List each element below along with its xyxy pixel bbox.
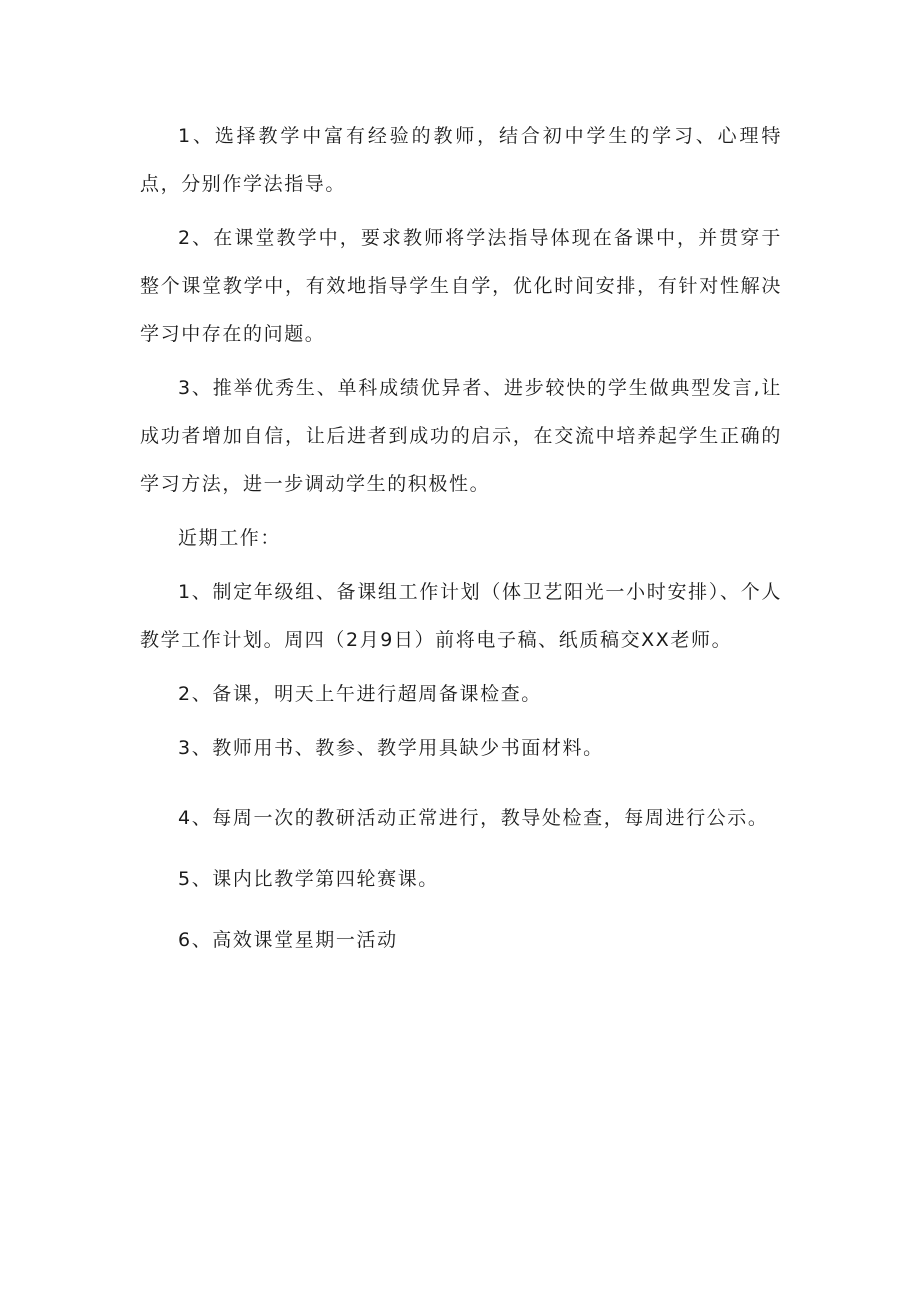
list-item-materials: 3、教师用书、教参、教学用具缺少书面材料。 [178, 737, 604, 759]
paragraph-model-speeches: 3、推举优秀生、单科成绩优异者、进步较快的学生做典型发言,让成功者增加自信，让后进者到成功的启示，在交流中培养起学生正确的学习方法，进一步调动学生的积极性。 [140, 377, 782, 495]
list-item-teaching-contest: 5、课内比教学第四轮赛课。 [178, 868, 439, 890]
list-item-work-plan: 1、制定年级组、备课组工作计划（体卫艺阳光一小时安排）、个人教学工作计划。周四（2月9日）前将电子稿、纸质稿交XX老师。 [140, 581, 782, 651]
list-item-research-activity: 4、每周一次的教研活动正常进行，教导处检查，每周进行公示。 [178, 807, 769, 829]
list-item-efficient-classroom: 6、高效课堂星期一活动 [178, 929, 398, 951]
document-body [140, 112, 782, 964]
list-item-lesson-prep: 2、备课，明天上午进行超周备课检查。 [178, 683, 542, 705]
paragraph-classroom-teaching: 2、在课堂教学中，要求教师将学法指导体现在备课中，并贯穿于整个课堂教学中，有效地指导学生自学，优化时间安排，有针对性解决学习中存在的问题。 [140, 227, 782, 345]
paragraph-study-guidance: 1、选择教学中富有经验的教师，结合初中学生的学习、心理特点，分别作学法指导。 [140, 125, 782, 195]
section-heading-recent-work: 近期工作： [178, 527, 282, 549]
